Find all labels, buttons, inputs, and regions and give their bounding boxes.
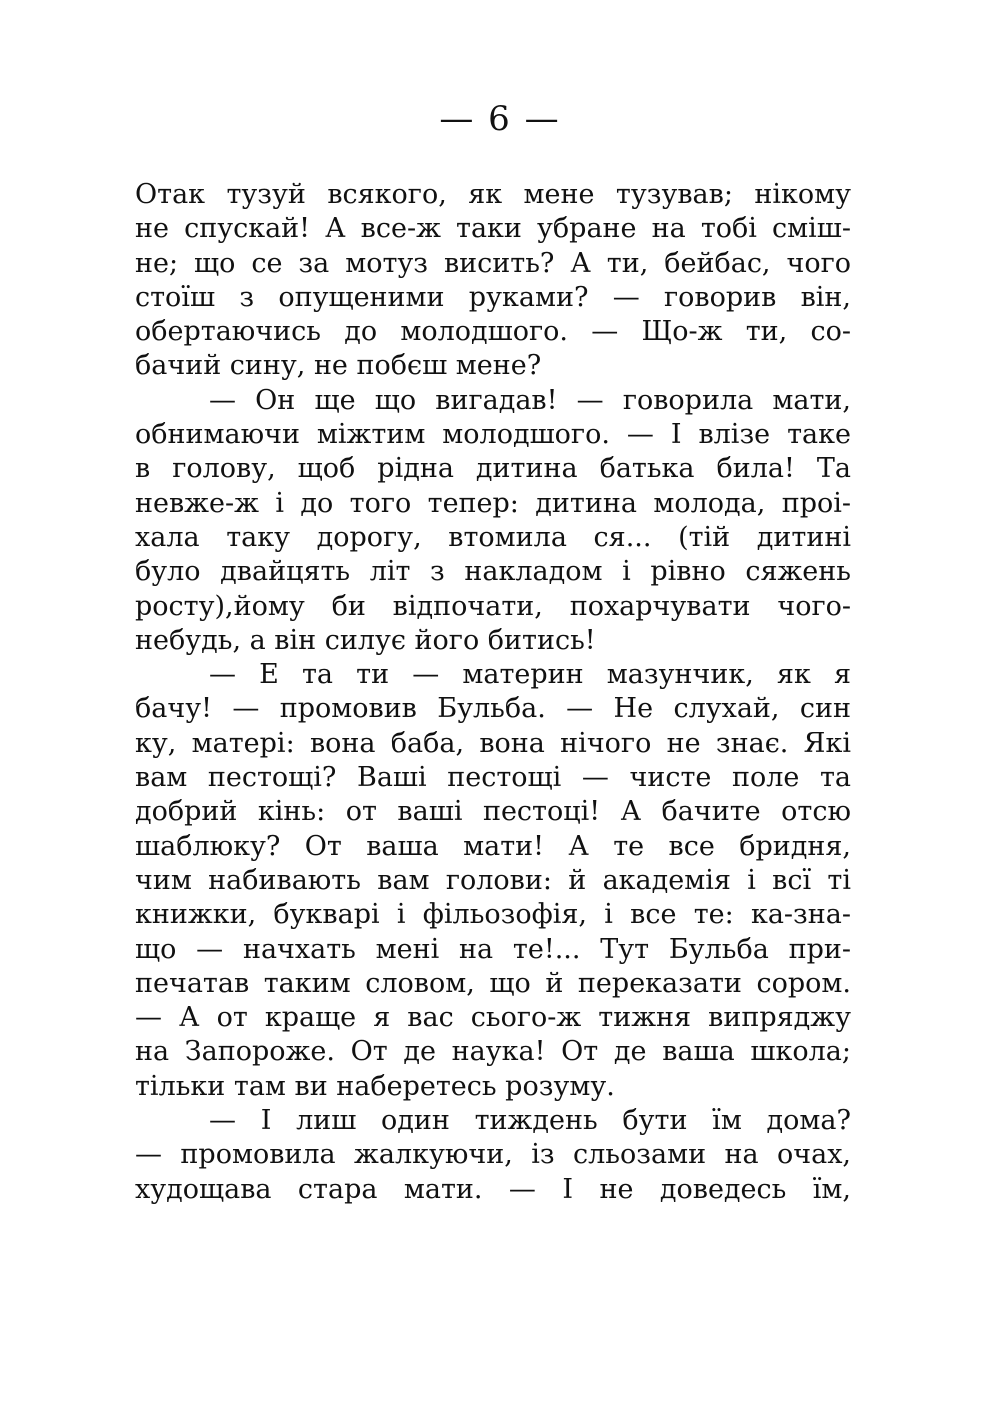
text-line: в голову, щоб рідна дитина батька била! Та <box>135 453 851 485</box>
text-line: — Е та ти — материн мазунчик, як я <box>209 659 851 691</box>
body-text <box>135 178 851 1207</box>
text-line: росту),йому би відпочати, похарчувати чого- <box>135 590 851 622</box>
text-line: — А от краще я вас сього-ж тижня випряджу <box>135 1002 851 1034</box>
text-line: шаблюку? От ваша мати! А те все бридня, <box>135 830 851 862</box>
text-line: — І лиш один тиждень бути їм дома? <box>209 1105 851 1137</box>
text-line: не спускай! А все-ж таки убране на тобі сміш- <box>135 213 851 245</box>
text-line: не; що се за мотуз висить? А ти, бейбас, чого <box>135 247 851 279</box>
text-line: було двайцять літ з накладом і рівно сяжень <box>135 556 851 588</box>
text-line: книжки, букварі і фільозофія, і все те: ка-зна- <box>135 899 851 931</box>
text-line: тільки там ви наберетесь розуму. <box>135 1070 615 1102</box>
text-line: печатав таким словом, що й переказати сором. <box>135 967 851 999</box>
text-line: обнимаючи міжтим молодшого. — І влізе таке <box>135 419 851 451</box>
text-line: Отак тузуй всякого, як мене тузував; нікому <box>135 179 851 210</box>
text-line: чим набивають вам голови: й академія і всї ті <box>135 864 851 896</box>
text-line: — Он ще що вигадав! — говорила мати, <box>209 384 851 416</box>
text-line: бачий сину, не побєш мене? <box>135 350 542 382</box>
text-line: добрий кінь: от ваші пестоці! А бачите отсю <box>135 796 851 828</box>
text-line: ку, матері: вона баба, вона нічого не знає. Які <box>135 727 851 759</box>
text-line: вам пестощі? Ваші пестощі — чисте поле та <box>135 762 851 794</box>
text-line: бачу! — промовив Бульба. — Не слухай, син <box>135 693 851 725</box>
text-line: худощава стара мати. — І не доведесь їм, <box>135 1173 851 1205</box>
page-number: — 6 — <box>439 99 561 139</box>
text-line: невже-ж і до того тепер: дитина молода, проі- <box>135 487 851 519</box>
text-line: — промовила жалкуючи, із сльозами на очах, <box>135 1139 851 1171</box>
text-line: що — начхать мені на те!... Тут Бульба при- <box>135 933 851 965</box>
text-line: на Запороже. От де наука! От де ваша школа; <box>135 1036 851 1068</box>
text-line: хала таку дорогу, втомила ся... (тій дитині <box>135 521 851 553</box>
text-line: обертаючись до молодшого. — Що-ж ти, со- <box>135 316 851 348</box>
text-line: небудь, а він силує його битись! <box>135 624 596 656</box>
text-line: стоїш з опущеними руками? — говорив він, <box>135 281 851 313</box>
